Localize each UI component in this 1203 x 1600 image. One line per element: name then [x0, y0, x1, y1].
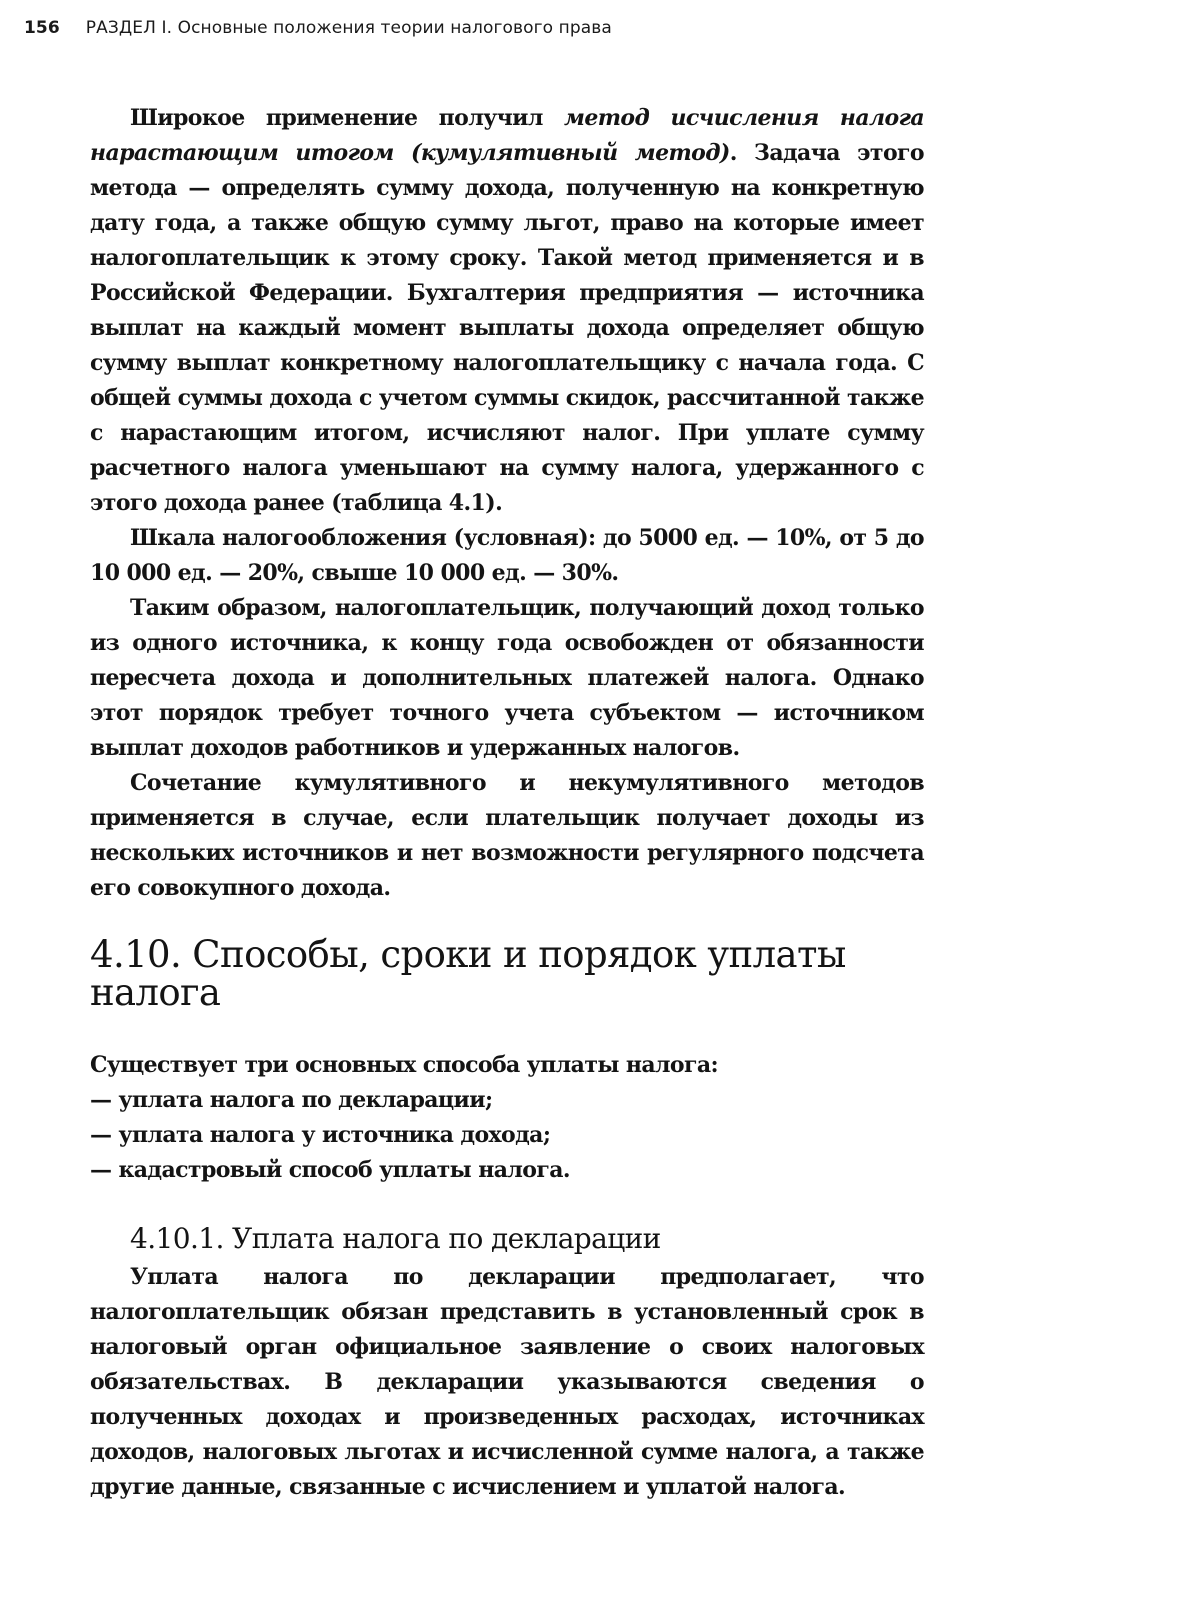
list-item: — уплата налога по декларации;	[90, 1087, 493, 1113]
subsection-heading: 4.10.1. Уплата налога по декларации	[130, 1222, 661, 1255]
running-title: РАЗДЕЛ I. Основные положения теории налогового права	[85, 18, 612, 38]
running-header	[24, 18, 612, 38]
list-item: — уплата налога у источника дохода;	[90, 1122, 551, 1148]
paragraph-lead: Широкое применение получил	[130, 105, 565, 131]
paragraph-declaration: Уплата налога по декларации предполагает, что налогоплательщик обязан представить в установленный срок в налоговый орган официальное заявление о своих налоговых обязательствах. В декларации указываются сведения о полученных доходах и произведенных расходах, источниках доходов, налоговых льготах и исчисленной сумме налога, а также другие данные, связанные с исчислением и уплатой налога.	[90, 1264, 924, 1500]
paragraph-single-source: Таким образом, налогоплательщик, получающий доход только из одного источника, к концу года освобожден от обязанности пересчета дохода и дополнительных платежей налога. Однако этот порядок требует точного учета субъектом — источником выплат доходов работников и удержанных налогов.	[90, 595, 924, 761]
list-item: — кадастровый способ уплаты налога.	[90, 1157, 570, 1183]
emphasized-term: метод исчисления налога нарастающим итогом (кумулятивный метод)	[90, 105, 924, 166]
section-heading: 4.10. Способы, сроки и порядок уплаты налога	[90, 933, 846, 1014]
paragraph-rest: . Задача этого метода — определять сумму дохода, полученную на конкретную дату года, а также общую сумму льгот, право на которые имеет налогоплательщик к этому сроку. Такой метод применяется и в Российской Федерации. Бухгалтерия предприятия — источника выплат на каждый момент выплаты дохода определяет общую сумму выплат конкретному налогоплательщику с начала года. С общей суммы дохода с учетом суммы скидок, рассчитанной также с нарастающим итогом, исчисляют налог. При уплате сумму расчетного налога уменьшают на сумму налога, удержанного с этого дохода ранее (таблица 4.1).	[90, 140, 924, 516]
paragraph-combined-method: Сочетание кумулятивного и некумулятивного методов применяется в случае, если плательщик получает доходы из нескольких источников и нет возможности регулярного подсчета его совокупного дохода.	[90, 770, 924, 901]
body-text-top	[90, 101, 924, 906]
page-number: 156	[24, 18, 60, 38]
paragraph-cumulative-method	[90, 101, 924, 521]
section-intro: Существует три основных способа уплаты налога:	[90, 1052, 719, 1078]
payment-methods-block	[90, 1048, 924, 1188]
paragraph-tax-scale: Шкала налогообложения (условная): до 5000 ед. — 10%, от 5 до 10 000 ед. — 20%, свыше 10 000 ед. — 30%.	[90, 525, 924, 586]
body-text-bottom	[90, 1260, 924, 1505]
